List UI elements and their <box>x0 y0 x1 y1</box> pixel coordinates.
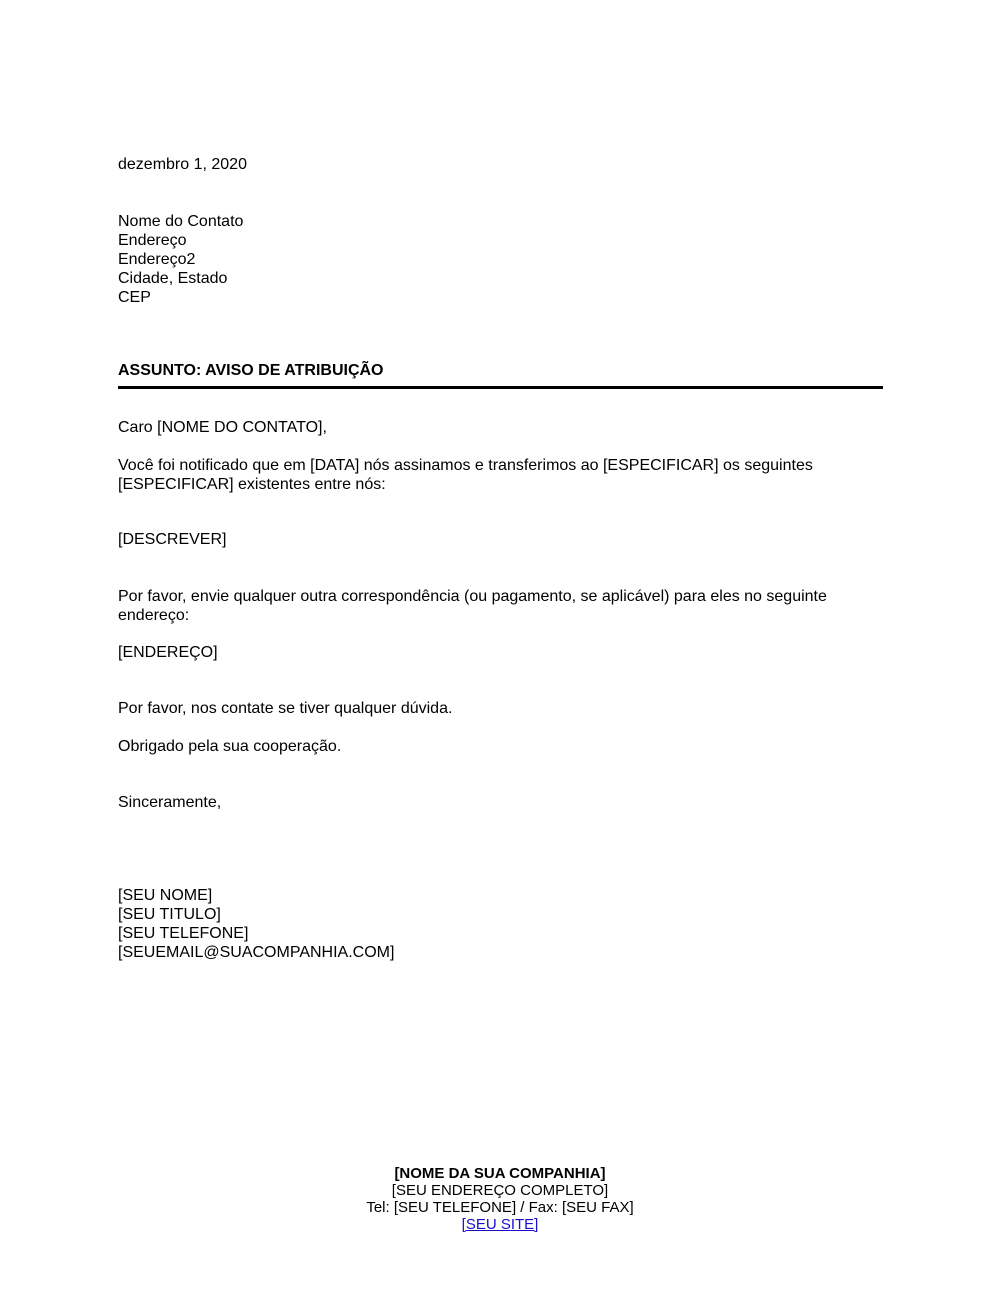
paragraph-assignment <box>118 456 888 494</box>
footer-address: [SEU ENDEREÇO COMPLETO] <box>391 1182 609 1199</box>
recipient-name: Nome do Contato <box>118 213 244 230</box>
company-footer <box>250 1165 750 1233</box>
footer-company-name: [NOME DA SUA COMPANHIA] <box>394 1165 606 1182</box>
greeting: Caro [NOME DO CONTATO], <box>118 419 327 436</box>
subject-heading: ASSUNTO: AVISO DE ATRIBUIÇÃO <box>118 362 384 379</box>
closing: Sinceramente, <box>118 794 222 811</box>
paragraph-correspondence-line-2: endereço: <box>118 607 190 624</box>
signature-phone: [SEU TELEFONE] <box>118 925 249 942</box>
signature-block <box>118 886 888 962</box>
recipient-address-line-1: Endereço <box>118 232 187 249</box>
footer-contact: Tel: [SEU TELEFONE] / Fax: [SEU FAX] <box>366 1199 634 1216</box>
signature-name: [SEU NOME] <box>118 887 213 904</box>
subject-divider <box>118 386 883 389</box>
letter-date: dezembro 1, 2020 <box>118 156 247 173</box>
thanks-line: Obrigado pela sua cooperação. <box>118 738 342 755</box>
signature-title: [SEU TITULO] <box>118 906 221 923</box>
paragraph-correspondence <box>118 587 888 625</box>
contact-request: Por favor, nos contate se tiver qualquer dúvida. <box>118 700 453 717</box>
paragraph-assignment-line-1: Você foi notificado que em [DATA] nós assinamos e transferimos ao [ESPECIFICAR] os seguintes <box>118 457 813 474</box>
paragraph-assignment-line-2: [ESPECIFICAR] existentes entre nós: <box>118 476 386 493</box>
recipient-zip: CEP <box>118 289 151 306</box>
signature-email: [SEUEMAIL@SUACOMPANHIA.COM] <box>118 944 395 961</box>
recipient-address <box>118 212 888 307</box>
footer-site-link[interactable]: [SEU SITE] <box>461 1216 539 1233</box>
describe-placeholder: [DESCREVER] <box>118 531 227 548</box>
address-placeholder: [ENDEREÇO] <box>118 644 218 661</box>
recipient-city-state: Cidade, Estado <box>118 270 228 287</box>
paragraph-correspondence-line-1: Por favor, envie qualquer outra correspondência (ou pagamento, se aplicável) para eles no seguinte <box>118 588 827 605</box>
recipient-address-line-2: Endereço2 <box>118 251 196 268</box>
